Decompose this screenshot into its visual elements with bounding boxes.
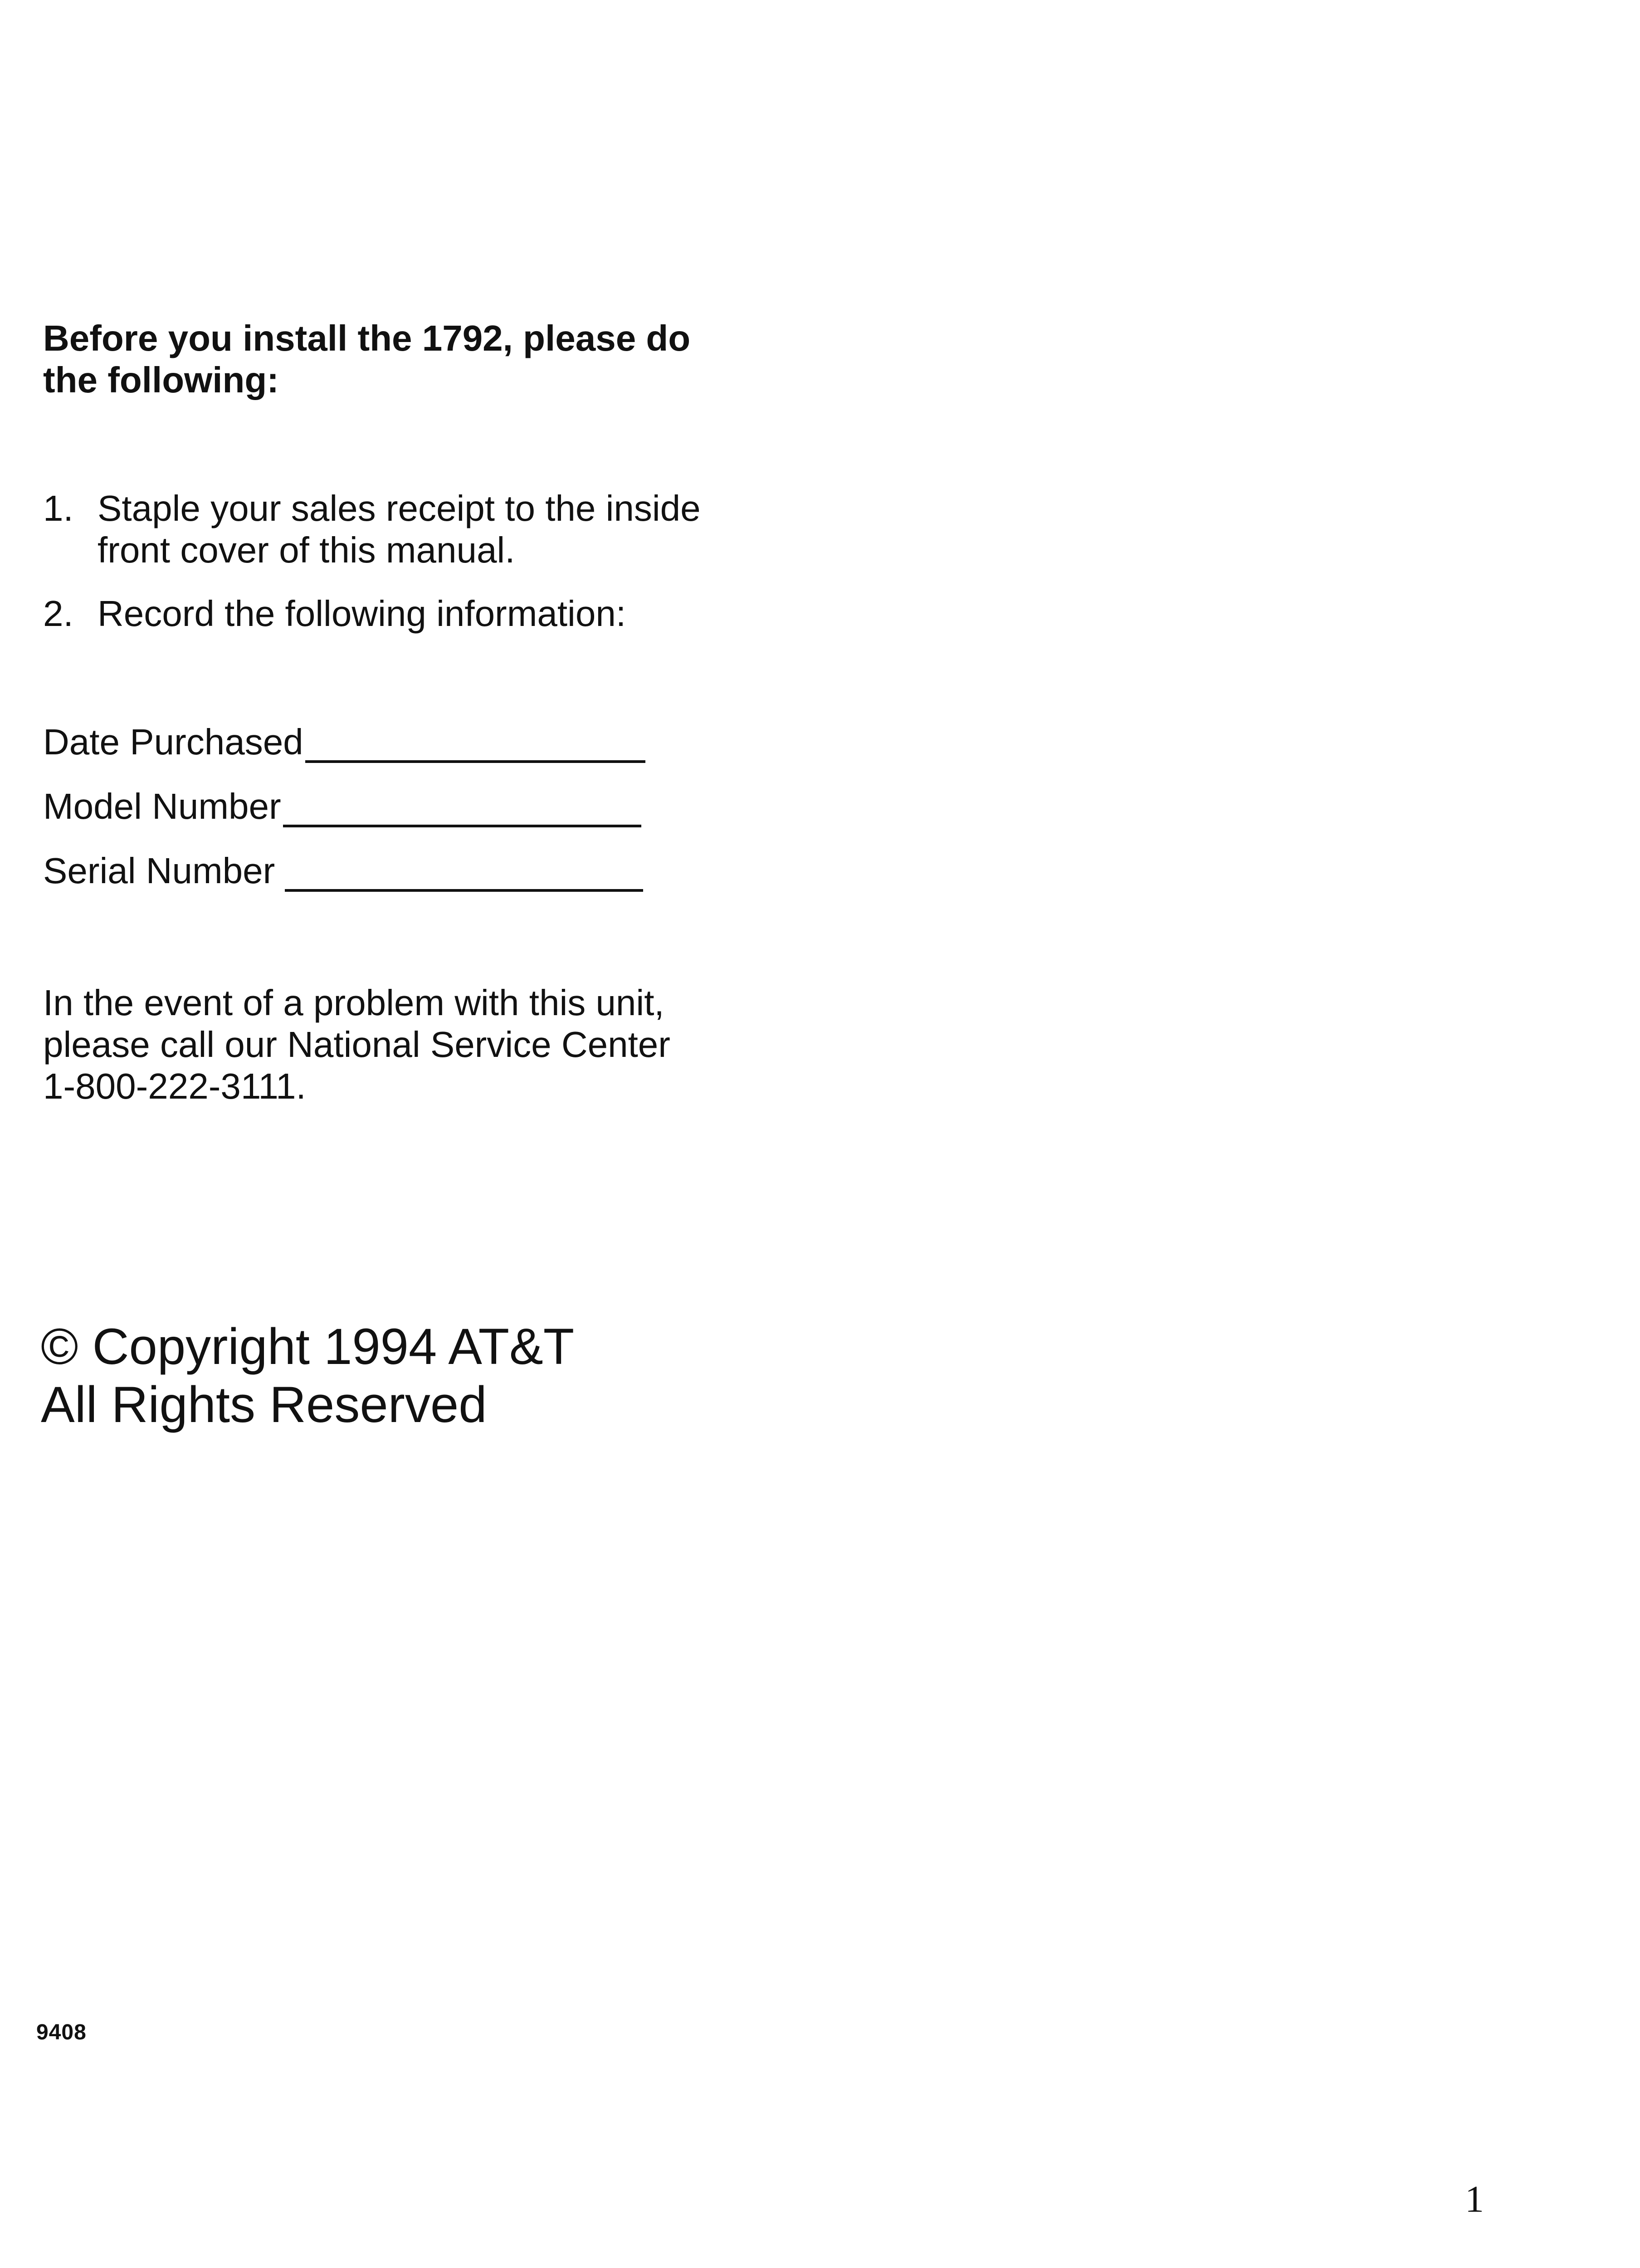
step-2 xyxy=(43,593,837,635)
serial-number-label: Serial Number xyxy=(43,850,275,891)
step-1-text xyxy=(98,488,837,571)
model-number-label: Model Number xyxy=(43,786,281,826)
copyright-line-1: © Copyright 1994 AT&T xyxy=(41,1318,575,1375)
serial-number-row xyxy=(43,850,814,892)
model-number-row xyxy=(43,786,814,827)
date-purchased-row xyxy=(43,721,814,763)
intro-text xyxy=(43,318,814,401)
step-2-text xyxy=(98,593,837,635)
serial-number-blank[interactable] xyxy=(285,857,643,892)
copyright-line-2: All Rights Reserved xyxy=(41,1376,487,1433)
copyright-notice xyxy=(41,1318,812,1434)
step-1-number: 1. xyxy=(43,488,73,528)
service-line-2: please call our National Service Center xyxy=(43,1024,670,1065)
service-line-1: In the event of a problem with this unit, xyxy=(43,982,664,1023)
date-purchased-blank[interactable] xyxy=(305,728,645,763)
intro-line-1: Before you install the 1792, please do xyxy=(43,318,691,358)
steps-list xyxy=(43,488,837,656)
service-info xyxy=(43,982,837,1107)
service-phone: 1-800-222-3111. xyxy=(43,1066,306,1106)
step-1-line-1: Staple your sales receipt to the inside xyxy=(98,488,701,528)
intro-line-2: the following: xyxy=(43,360,279,400)
step-1 xyxy=(43,488,837,571)
date-purchased-label: Date Purchased xyxy=(43,722,303,762)
step-1-line-2: front cover of this manual. xyxy=(98,530,515,570)
step-2-line-1: Record the following information: xyxy=(98,593,626,634)
page-number: 1 xyxy=(1465,2178,1484,2220)
print-code: 9408 xyxy=(36,2020,87,2044)
record-form xyxy=(43,721,814,914)
model-number-blank[interactable] xyxy=(283,793,641,827)
step-2-number: 2. xyxy=(43,593,73,634)
